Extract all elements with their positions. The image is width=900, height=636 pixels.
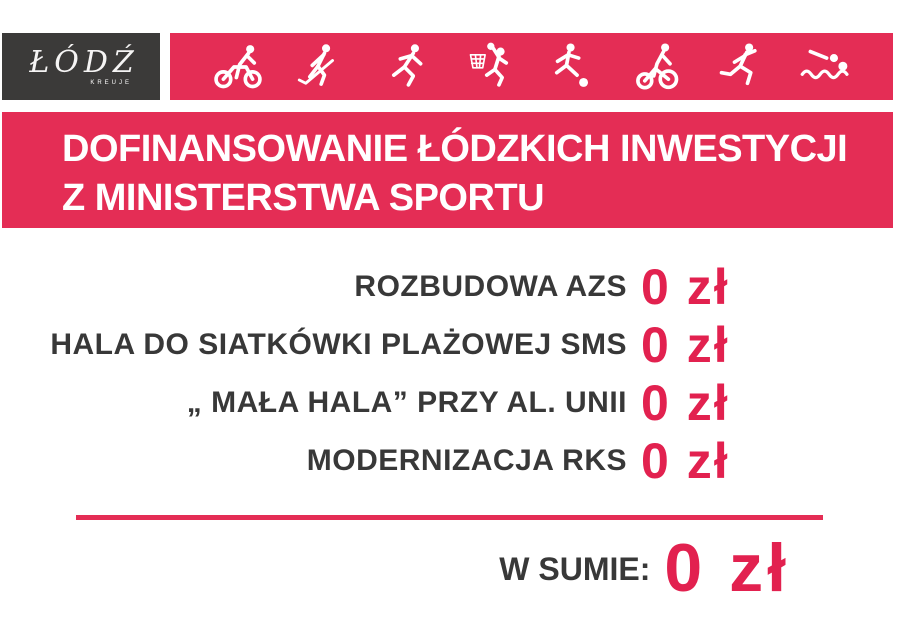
item-label: MODERNIZACJA RKS [306,444,627,477]
mountain-bike-icon [631,41,683,93]
header [2,33,893,100]
road-cycling-icon [212,41,264,93]
title-banner [2,112,893,228]
lodz-logo-wordmark: ŁÓDŹ [29,44,139,80]
list-item [0,432,900,490]
title-line-2: Z MINISTERSTWA SPORTU [62,177,545,219]
list-item [0,258,900,316]
total-value: 0 zł [664,530,790,606]
item-label: ROZBUDOWA AZS [354,270,627,303]
total-divider [76,515,823,520]
item-value: 0 zł [641,433,730,489]
list-item [0,374,900,432]
total-label: W SUMIE: [499,550,651,587]
lodz-logo [2,33,160,100]
item-value: 0 zł [641,259,730,315]
title-line-1: DOFINANSOWANIE ŁÓDZKICH INWESTYCJI [62,128,848,170]
item-label: „ MAŁA HALA” PRZY AL. UNII [186,386,627,419]
item-label: HALA DO SIATKÓWKI PLAŻOWEJ SMS [50,328,627,361]
item-value: 0 zł [641,375,730,431]
lodz-logo-subtitle: KREUJE [90,79,132,86]
item-value: 0 zł [641,317,730,373]
basketball-icon [464,41,516,93]
investment-list [0,258,900,490]
ice-hockey-icon [296,41,348,93]
handball-icon [380,41,432,93]
running-icon [715,41,767,93]
swimming-icon [799,41,851,93]
list-item [0,316,900,374]
sport-icon-bar [170,33,893,100]
total-row [499,530,790,606]
football-icon [547,41,599,93]
